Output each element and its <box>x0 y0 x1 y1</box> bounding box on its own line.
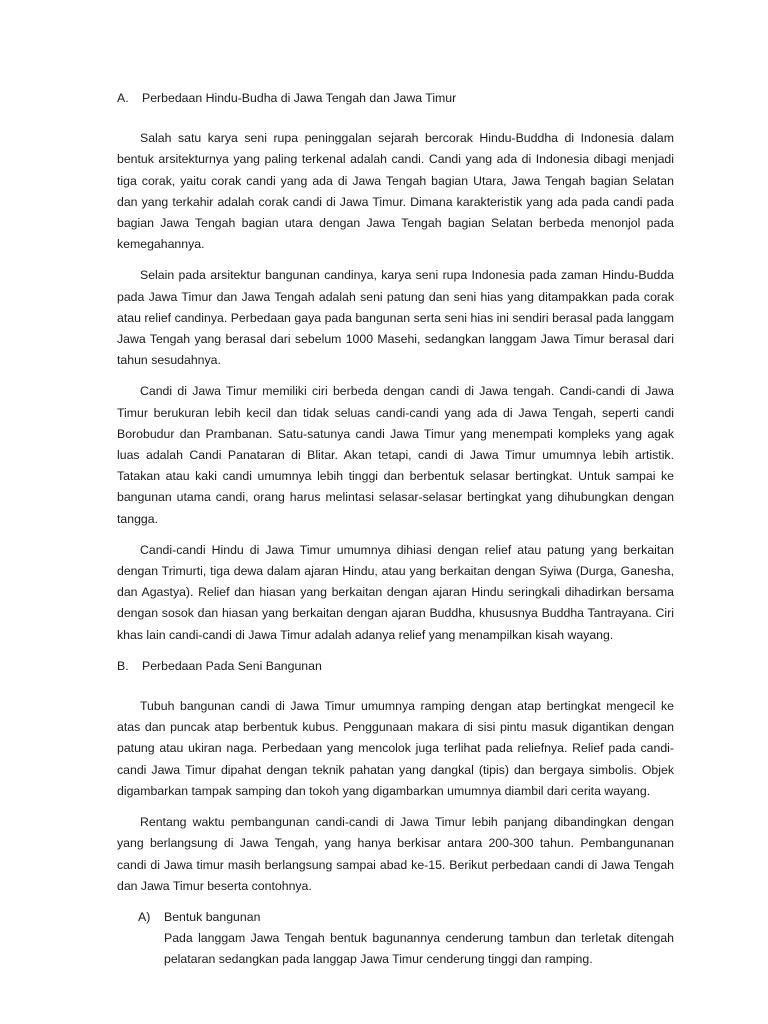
section-b-marker: B. <box>117 658 129 673</box>
section-a-paragraph-1: Salah satu karya seni rupa peninggalan sejarah bercorak Hindu-Buddha di Indonesia dalam bentuk arsitekturnya yang paling terkenal adalah candi. Candi yang ada di Indonesia dibagi menjadi tiga corak, yaitu corak candi yang ada di Jawa Tengah bagian Utara, Jawa Tengah bagian Selatan dan yang terkahir adalah corak candi di Jawa Timur. Dimana karakteristik yang ada pada candi pada bagian Jawa Tengah bagian utara dengan Jawa Tengah bagian Selatan berbeda menonjol pada kemegahannya. <box>117 131 674 252</box>
subsection-body: Pada langgam Jawa Tengah bentuk bagunannya cenderung tambun dan terletak ditengah pelataran sedangkan pada langgap Jawa Timur cenderung tinggi dan ramping. <box>164 931 674 967</box>
section-b-paragraph-2: Rentang waktu pembangunan candi-candi di Jawa Timur lebih panjang dibandingkan dengan yang berlangsung di Jawa Tengah, yang hanya berkisar antara 200-300 tahun. Pembangunanan candi di Jawa timur masih berlangsung sampai abad ke-15. Berikut perbedaan candi di Jawa Tengah dan Jawa Timur beserta contohnya. <box>117 815 674 893</box>
subsection-title: Bentuk bangunan <box>164 909 261 924</box>
subsection-marker: A) <box>138 909 151 924</box>
subsection-heading <box>117 907 674 928</box>
section-a-marker: A. <box>117 91 129 105</box>
section-b-paragraph-1: Tubuh bangunan candi di Jawa Timur umumnya ramping dengan atap bertingkat mengecil ke atas dan puncak atap berbentuk kubus. Penggunaan makara di sisi pintu masuk digantikan dengan patung atau ukiran naga. Perbedaan yang mencolok juga terlihat pada reliefnya. Relief pada candi-candi Jawa Timur dipahat dengan teknik pahatan yang dangkal (tipis) dan bergaya simbolis. Objek digambarkan tampak samping dan tokoh yang digambarkan umumnya diambil dari cerita wayang. <box>117 699 674 798</box>
section-a-title: Perbedaan Hindu-Budha di Jawa Tengah dan Jawa Timur <box>142 91 457 105</box>
section-a-paragraph-4: Candi-candi Hindu di Jawa Timur umumnya dihiasi dengan relief atau patung yang berkaitan dengan Trimurti, tiga dewa dalam ajaran Hindu, atau yang berkaitan dengan Syiwa (Durga, Ganesha, dan Agastya). Relief dan hiasan yang berkaitan dengan ajaran Hindu seringkali dihadirkan bersama dengan sosok dan hiasan yang berkaitan dengan ajaran Buddha, khususnya Buddha Tantrayana. Ciri khas lain candi-candi di Jawa Timur adalah adanya relief yang menampilkan kisah wayang. <box>117 542 674 642</box>
section-a-heading <box>117 88 674 109</box>
section-a-paragraph-3: Candi di Jawa Timur memiliki ciri berbeda dengan candi di Jawa tengah. Candi-candi di Jawa Timur berukuran lebih kecil dan tidak seluas candi-candi yang ada di Jawa Tengah, seperti candi Borobudur dan Prambanan. Satu-satunya candi Jawa Timur yang menempati kompleks yang agak luas adalah Candi Panataran di Blitar. Akan tetapi, candi di Jawa Timur umumnya lebih artistik. Tatakan atau kaki candi umumnya lebih tinggi dan berbentuk selasar bertingkat. Untuk sampai ke bangunan utama candi, orang harus melintasi selasar-selasar bertingkat yang dihubungkan dengan tangga. <box>117 384 674 526</box>
document-content <box>117 88 674 971</box>
section-a-paragraph-2: Selain pada arsitektur bangunan candinya, karya seni rupa Indonesia pada zaman Hindu-Budda pada Jawa Timur dan Jawa Tengah adalah seni patung dan seni hias yang ditampakkan pada corak atau relief candinya. Perbedaan gaya pada bangunan serta seni hias ini sendiri berasal pada langgam Jawa Tengah yang berasal dari sebelum 1000 Masehi, sedangkan langgam Jawa Timur berasal dari tahun sesudahnya. <box>117 268 674 368</box>
section-b-title: Perbedaan Pada Seni Bangunan <box>142 658 322 673</box>
section-b-heading <box>117 656 674 677</box>
